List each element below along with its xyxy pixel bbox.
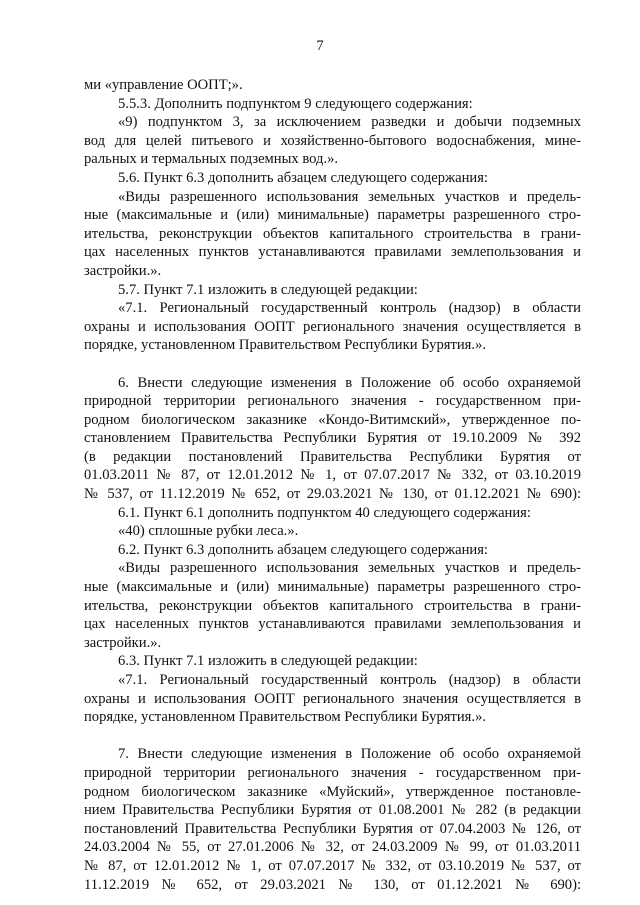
text-line: цах населенных пунктов устанавливаются правилами землепользования и	[84, 616, 581, 633]
text-line: 7. Внести следующие изменения в Положение об особо охраняемой	[118, 746, 581, 763]
text-line: нием Правительства Республики Бурятия от 01.08.2001 № 282 (в редакции	[84, 802, 581, 819]
text-line: 6.1. Пункт 6.1 дополнить подпунктом 40 следующего содержания:	[118, 504, 531, 521]
text-line: становлением Правительства Республики Бурятия от 19.10.2009 № 392	[84, 430, 581, 447]
text-line: ми «управление ООПТ;».	[84, 77, 243, 93]
text-line: ральных и термальных подземных вод.».	[84, 151, 339, 168]
text-line: 11.12.2019 № 652, от 29.03.2021 № 130, от 01.12.2021 № 690):	[84, 876, 581, 893]
text-line: 01.03.2011 № 87, от 12.01.2012 № 1, от 07.07.2017 № 332, от 03.10.2019	[84, 467, 581, 484]
paragraph-gap	[84, 355, 581, 374]
text-line: «7.1. Региональный государственный контроль (надзор) в области	[118, 300, 581, 317]
text-line: 5.6. Пункт 6.3 дополнить абзацем следующего содержания:	[118, 169, 488, 186]
text-line: охраны и использования ООПТ регионального значения осуществляется в	[84, 690, 581, 707]
text-line: № 87, от 12.01.2012 № 1, от 07.07.2017 № 332, от 03.10.2019 № 537, от	[84, 857, 581, 874]
text-line: (в редакции постановлений Правительства Республики Бурятия от	[84, 448, 581, 465]
text-line: «Виды разрешенного использования земельных участков и предель-	[118, 188, 581, 205]
text-line: ные (максимальные и (или) минимальные) параметры разрешенного стро-	[84, 579, 581, 596]
text-line: природной территории регионального значения - государственном при-	[84, 764, 581, 781]
text-line: «40) сплошные рубки леса.».	[118, 523, 299, 540]
text-line: 24.03.2004 № 55, от 27.01.2006 № 32, от 24.03.2009 № 99, от 01.03.2011	[84, 839, 581, 856]
text-line: постановлений Правительства Республики Бурятия от 07.04.2003 № 126, от	[84, 820, 581, 837]
document-body	[84, 76, 581, 894]
text-line: вод для целей питьевого и хозяйственно-бытового водоснабжения, мине-	[84, 132, 581, 149]
text-line: ительства, реконструкции объектов капитального строительства в грани-	[84, 597, 581, 614]
text-line: родном биологическом заказнике «Муйский», утвержденное постановле-	[84, 783, 581, 800]
text-line: родном биологическом заказнике «Кондо-Витимский», утвержденное по-	[84, 411, 581, 428]
text-line: ные (максимальные и (или) минимальные) параметры разрешенного стро-	[84, 207, 581, 224]
text-line: 6. Внести следующие изменения в Положение об особо охраняемой	[118, 374, 581, 391]
text-line: 6.2. Пункт 6.3 дополнить абзацем следующего содержания:	[118, 541, 488, 558]
page-number: 7	[316, 38, 324, 54]
text-line: «Виды разрешенного использования земельных участков и предель-	[118, 560, 581, 577]
text-line: застройки.».	[84, 262, 162, 279]
text-line: «9) подпунктом 3, за исключением разведки и добычи подземных	[118, 114, 581, 131]
text-line: «7.1. Региональный государственный контроль (надзор) в области	[118, 672, 581, 688]
text-line: 5.7. Пункт 7.1 изложить в следующей редакции:	[118, 281, 418, 298]
text-line: ительства, реконструкции объектов капитального строительства в грани-	[84, 225, 581, 242]
text-line: 6.3. Пункт 7.1 изложить в следующей редакции:	[118, 653, 418, 670]
text-line: порядке, установленном Правительством Республики Бурятия.».	[84, 337, 486, 354]
text-line: цах населенных пунктов устанавливаются правилами землепользования и	[84, 244, 581, 261]
text-line: № 537, от 11.12.2019 № 652, от 29.03.2021 № 130, от 01.12.2021 № 690):	[84, 486, 581, 503]
text-line: порядке, установленном Правительством Республики Бурятия.».	[84, 709, 486, 726]
text-line: застройки.».	[84, 634, 162, 651]
text-line: охраны и использования ООПТ регионального значения осуществляется в	[84, 318, 581, 335]
paragraph-gap	[84, 727, 581, 746]
text-line: 5.5.3. Дополнить подпунктом 9 следующего содержания:	[118, 95, 473, 112]
text-line: природной территории регионального значения - государственном при-	[84, 393, 581, 410]
